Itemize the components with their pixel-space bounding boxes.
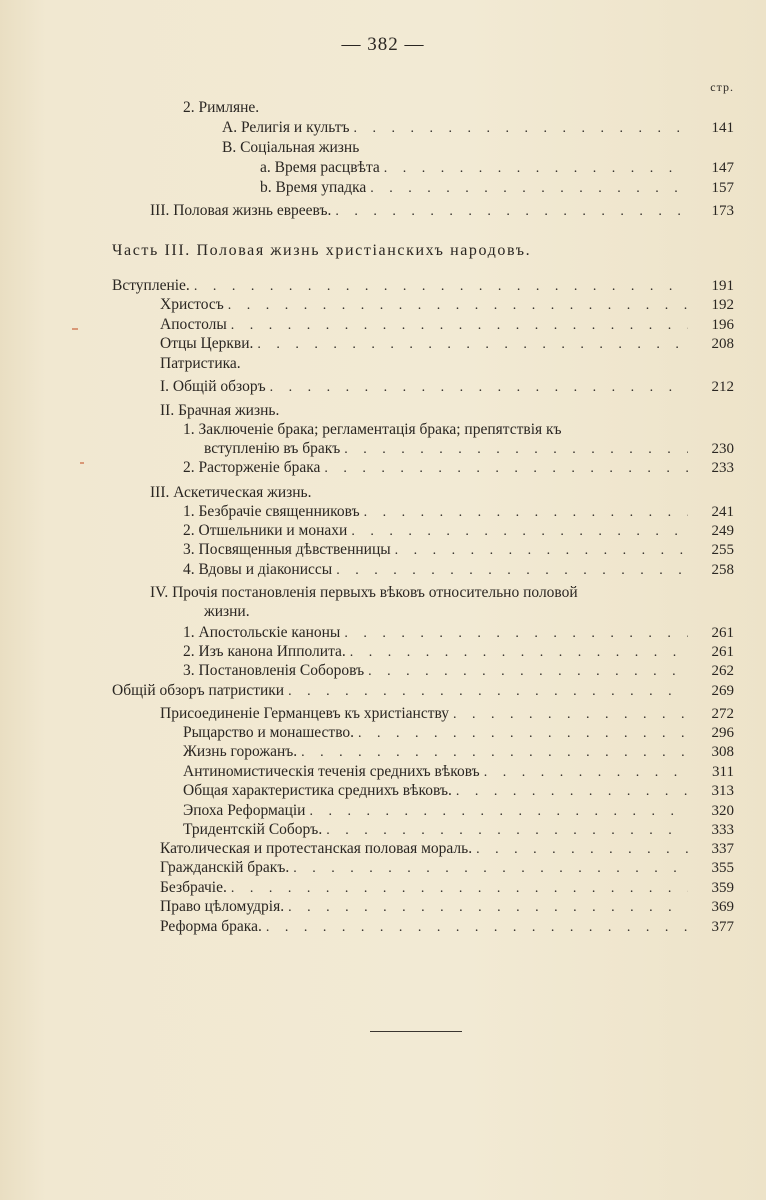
toc-entry-label: I. Общій обзоръ (160, 378, 266, 395)
ink-smudge (72, 328, 78, 330)
toc-entry-page: 191 (711, 278, 734, 294)
toc-entry-page: 241 (711, 504, 734, 520)
toc-entry-label: Общая характеристика среднихъ вѣковъ. (183, 782, 452, 799)
toc-entry-label: 4. Вдовы и діакониссы (183, 561, 333, 578)
toc-entry-page: 233 (711, 460, 734, 476)
toc-entry-label: Право цѣломудрія. (160, 898, 285, 915)
toc-entry-label: Присоединеніе Германцевъ къ христіанству (160, 705, 450, 722)
toc-entry (260, 157, 734, 179)
leader-dots (370, 178, 688, 200)
toc-entry (160, 294, 734, 316)
page-column-header: стр. (710, 80, 734, 94)
toc-entry-label: Жизнь горожанъ. (183, 743, 298, 760)
toc-entry-page: 208 (711, 336, 734, 352)
toc-entry-label: B. Соціальная жизнь (222, 139, 360, 156)
toc-entry (150, 200, 734, 222)
toc-entry-label: Гражданскій бракъ. (160, 859, 290, 876)
end-rule (370, 1031, 462, 1032)
toc-entry-page: 359 (711, 880, 734, 896)
toc-entry (160, 376, 734, 398)
toc-entry-label: Патристика. (160, 355, 241, 372)
toc-entry (160, 857, 734, 879)
toc-entry-label: Вступленіе. (112, 277, 190, 294)
leader-dots (335, 201, 688, 223)
leader-dots (354, 118, 689, 140)
toc-entry-page: 308 (711, 744, 734, 760)
toc-entry (222, 137, 359, 159)
toc-entry-label: Антиномистическія теченія среднихъ вѣковъ (183, 763, 480, 780)
toc-entry (183, 660, 734, 682)
page-number: — 382 — (341, 34, 425, 55)
toc-entry-label: Отцы Церкви. (160, 335, 254, 352)
toc-entry-page: 157 (711, 180, 734, 196)
toc-entry (183, 559, 734, 581)
toc-entry-label: 1. Заключеніе брака; регламентація брака; препятствія къ (183, 421, 562, 438)
toc-entry-page: 333 (711, 822, 734, 838)
toc-entry-label: Католическая и протестанская половая мораль. (160, 840, 473, 857)
toc-entry-page: 258 (711, 562, 734, 578)
toc-entry-page: 272 (711, 706, 734, 722)
toc-entry-page: 261 (711, 625, 734, 641)
toc-entry (160, 916, 734, 938)
toc-entry-page: 230 (711, 441, 734, 457)
toc-entry-page: 262 (711, 663, 734, 679)
toc-entry-label: 2. Расторженіе брака (183, 459, 321, 476)
toc-entry-label: Общій обзоръ патристики (112, 682, 285, 699)
toc-entry-label: 2. Изъ канона Ипполита. (183, 643, 346, 660)
toc-entry-label: 3. Постановленія Соборовъ (183, 662, 365, 679)
toc-entry-label: a. Время расцвѣта (260, 159, 380, 176)
toc-entry-page: 141 (711, 120, 734, 136)
toc-entry-label: Апостолы (160, 316, 227, 333)
toc-entry (183, 457, 734, 479)
toc-entry-label: A. Религія и культъ (222, 119, 350, 136)
toc-entry-label: Тридентскій Соборъ. (183, 821, 323, 838)
toc-entry-label: Эпоха Реформаціи (183, 802, 306, 819)
toc-entry-page: 311 (712, 764, 734, 780)
toc-entry-label: b. Время упадка (260, 179, 367, 196)
toc-entry-label: 2. Римляне. (183, 99, 260, 116)
toc-entry-page: 212 (711, 379, 734, 395)
toc-entry (183, 741, 734, 763)
leader-dots (288, 681, 688, 703)
toc-entry (160, 896, 734, 918)
toc-entry (160, 353, 241, 375)
toc-entry-label: 3. Посвященныя дѣвственницы (183, 541, 391, 558)
toc-entry-label: III. Половая жизнь евреевъ. (150, 202, 332, 219)
toc-entry-page: 249 (711, 523, 734, 539)
toc-entry-label: IV. Прочія постановленія первыхъ вѣковъ относительно половой (150, 584, 578, 601)
toc-entry-label: Христосъ (160, 296, 224, 313)
leader-dots (266, 917, 688, 939)
toc-entry (112, 680, 734, 702)
ink-smudge (80, 462, 84, 464)
toc-entry-page: 337 (711, 841, 734, 857)
toc-entry-label: Рыцарство и монашество. (183, 724, 355, 741)
toc-entry-page: 192 (711, 297, 734, 313)
toc-entry-label: II. Брачная жизнь. (160, 402, 280, 419)
toc-entry-label: 1. Апостольскіе каноны (183, 624, 341, 641)
toc-entry-page: 296 (711, 725, 734, 741)
part-heading: Часть III. Половая жизнь христіанскихъ народовъ. (112, 242, 532, 259)
toc-entry-page: 369 (711, 899, 734, 915)
leader-dots (270, 377, 688, 399)
toc-entry (183, 97, 259, 119)
toc-entry-page: 355 (711, 860, 734, 876)
toc-entry-label: Безбрачіе. (160, 879, 227, 896)
toc-entry-page: 255 (711, 542, 734, 558)
toc-entry-page: 261 (711, 644, 734, 660)
toc-entry (160, 333, 734, 355)
toc-entry (183, 539, 734, 561)
leader-dots (257, 334, 688, 356)
leader-dots (336, 560, 688, 582)
toc-entry-label: 1. Безбрачіе священниковъ (183, 503, 360, 520)
toc-entry (183, 780, 734, 802)
toc-entry-page: 196 (711, 317, 734, 333)
toc-entry-page: 173 (711, 203, 734, 219)
toc-entry-page: 147 (711, 160, 734, 176)
toc-entry-label: Реформа брака. (160, 918, 262, 935)
toc-entry-page: 377 (711, 919, 734, 935)
toc-entry (222, 117, 734, 139)
toc-entry-page: 269 (711, 683, 734, 699)
leader-dots (324, 458, 688, 480)
toc-entry (204, 601, 250, 623)
toc-entry-label: 2. Отшельники и монахи (183, 522, 348, 539)
toc-entry-label: вступленію въ бракъ (204, 440, 341, 457)
toc-entry (260, 177, 734, 199)
toc-entry-label: жизни. (204, 603, 250, 620)
toc-entry-label: III. Аскетическая жизнь. (150, 484, 312, 501)
toc-entry-page: 320 (711, 803, 734, 819)
toc-entry-page: 313 (711, 783, 734, 799)
